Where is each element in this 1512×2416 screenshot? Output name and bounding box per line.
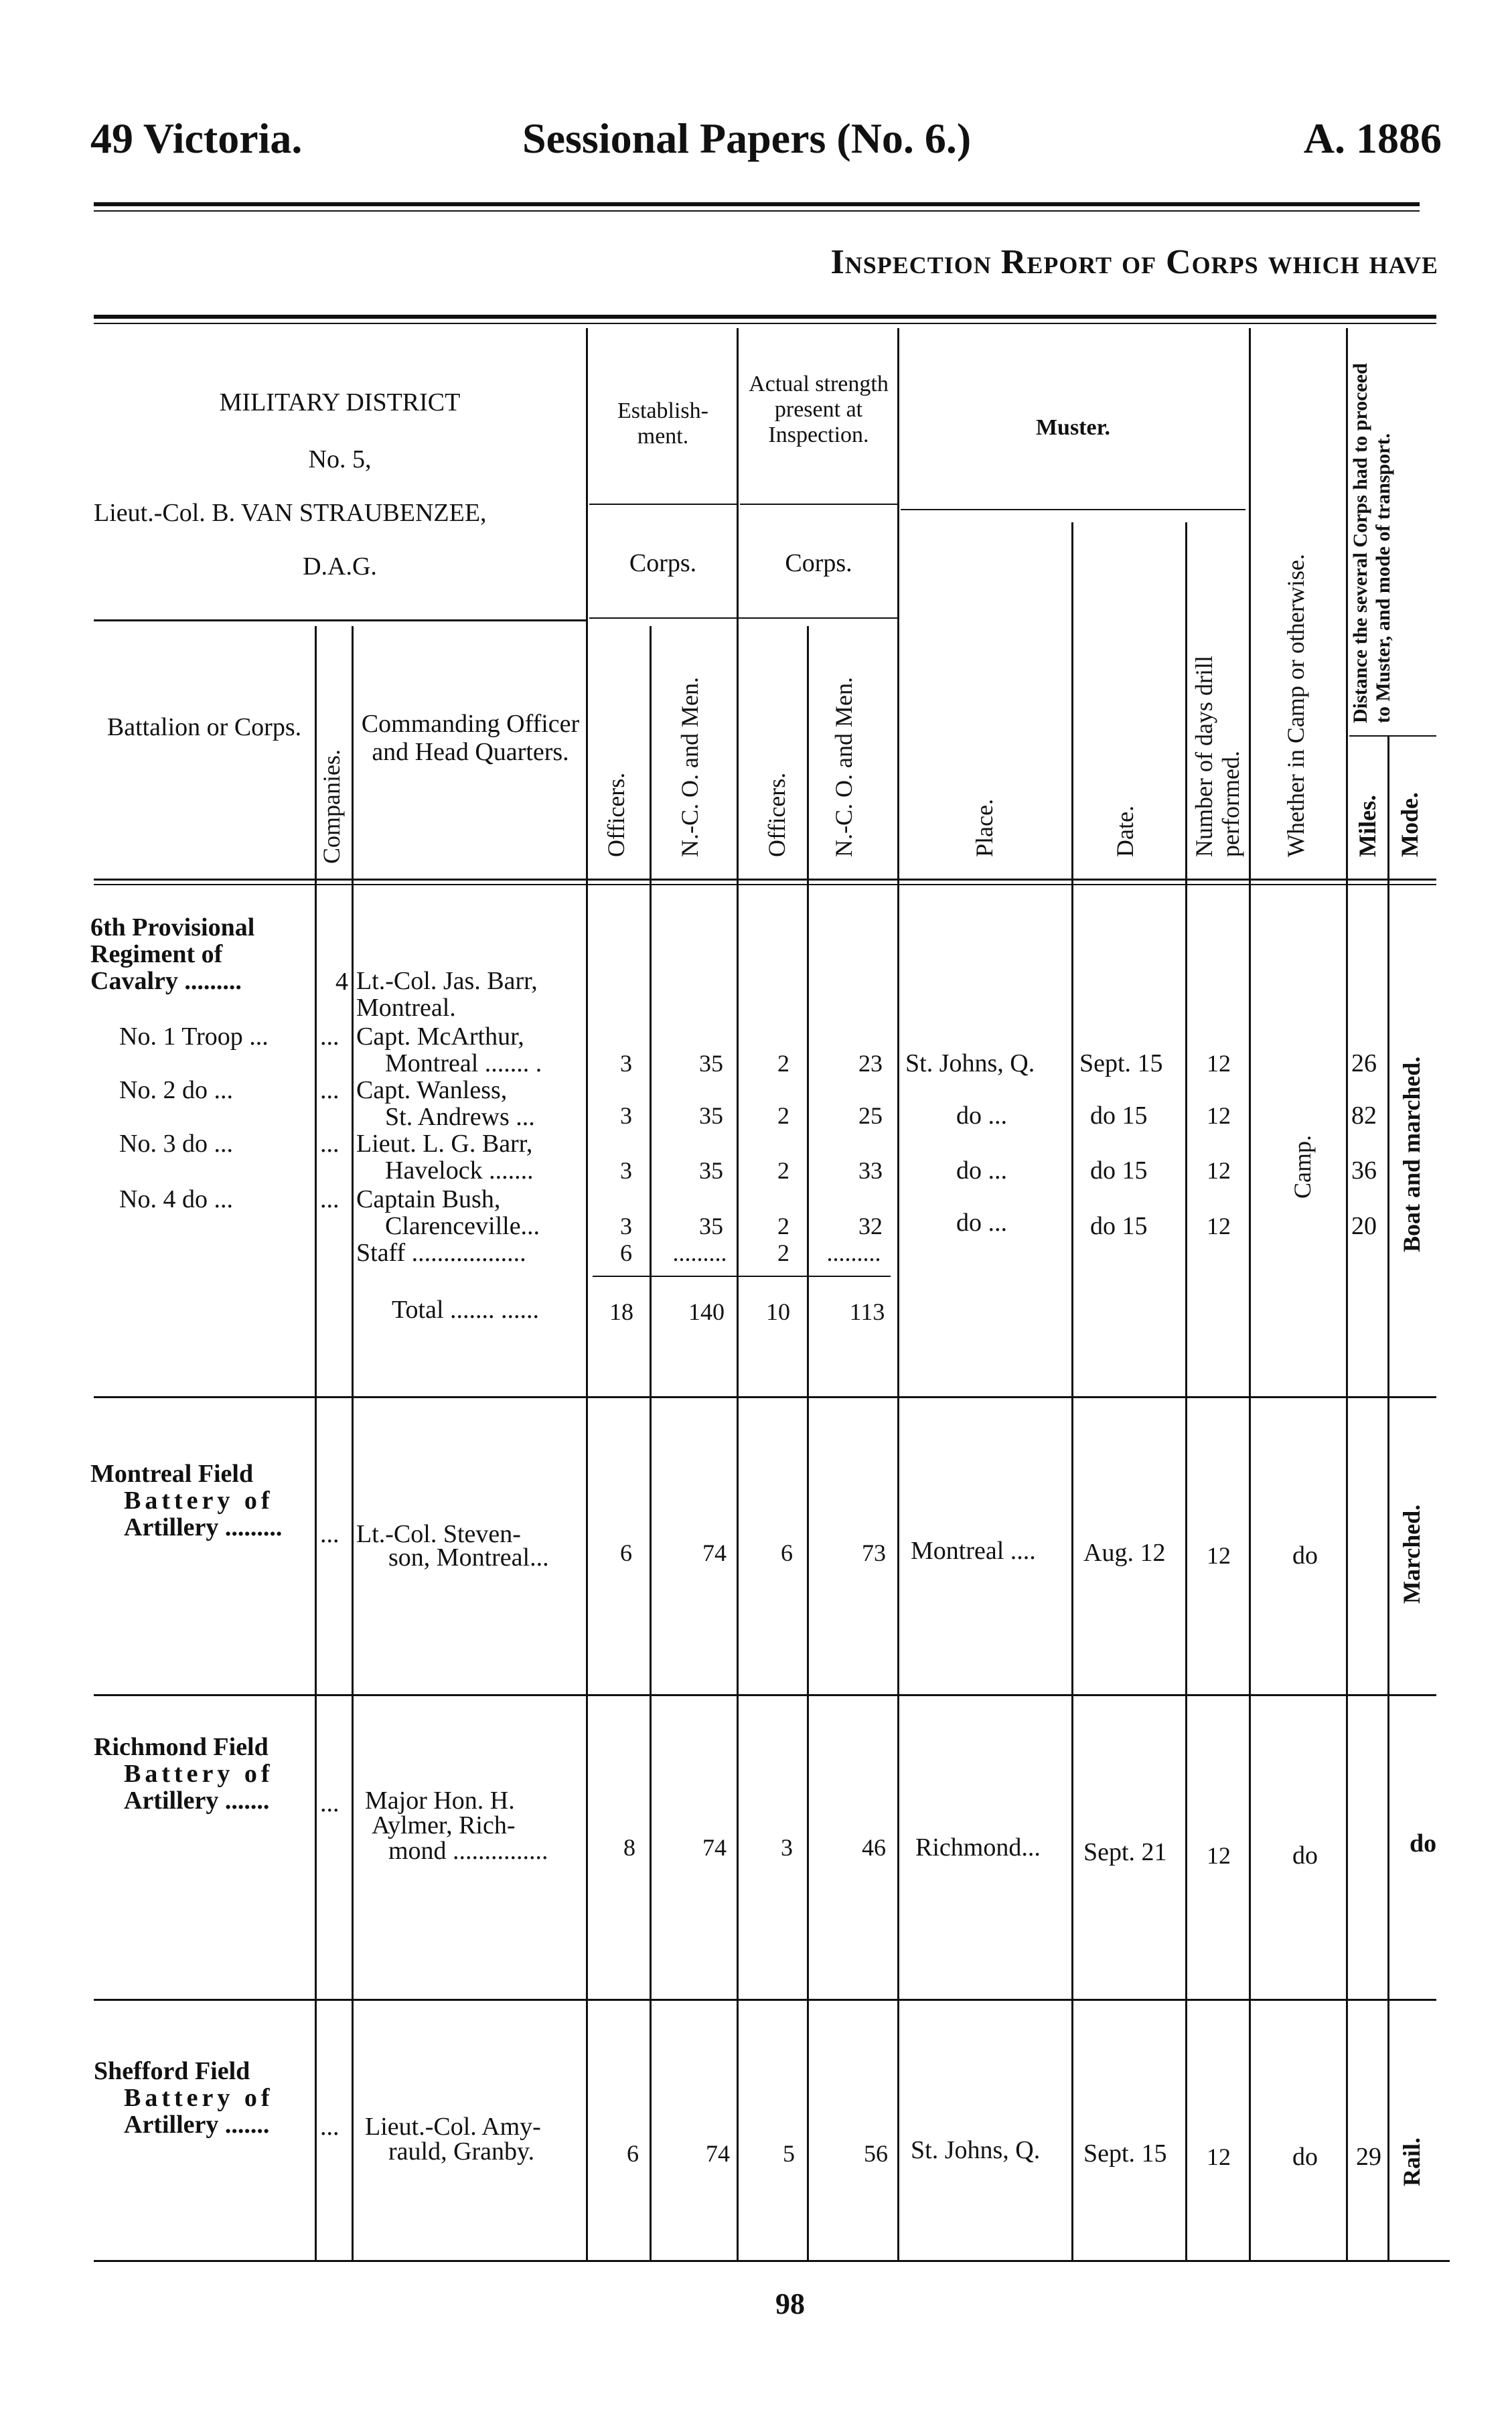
days-cell: 12: [1207, 1842, 1231, 1869]
est-men-cell: 74: [706, 2140, 730, 2167]
companies-cavalry: 4: [335, 968, 348, 996]
corps-name-richmond: Richmond Field: [94, 1733, 269, 1761]
header-center: Sessional Papers (No. 6.): [522, 115, 972, 162]
total-label: Total ....... ......: [392, 1296, 540, 1324]
place-cell: do ...: [956, 1156, 1007, 1185]
staff-label: Staff ..................: [356, 1239, 526, 1267]
commander-cell: Lt.-Col. Steven-: [356, 1520, 521, 1548]
act-men-cell: 33: [858, 1157, 883, 1184]
est-men-cell: 74: [702, 1834, 727, 1861]
col-place: Place.: [971, 799, 998, 857]
est-men-cell: 35: [699, 1157, 723, 1184]
col-camp: Whether in Camp or otherwise.: [1282, 554, 1309, 857]
col-actual-strength: Actual strength present at Inspection.: [749, 372, 889, 447]
est-officers-cell: 6: [620, 1239, 632, 1266]
header-rule: [94, 202, 1420, 206]
section-rule: [94, 1999, 1436, 2001]
corps-cell: No. 4 do ...: [119, 1185, 233, 1213]
act-officers-cell: 2: [777, 1050, 789, 1077]
col-rule: [352, 626, 354, 2260]
act-officers-cell: 5: [783, 2140, 795, 2167]
miles-cell: 82: [1351, 1102, 1377, 1130]
days-cell: 12: [1207, 1157, 1231, 1184]
act-officers-cell: 3: [781, 1834, 793, 1861]
est-men-cell: 35: [699, 1050, 723, 1077]
sub-rule: [589, 617, 897, 619]
est-men-cell: .........: [672, 1239, 727, 1266]
commander-cell: Captain Bush,: [356, 1185, 501, 1213]
corps-name-shefford-2: Battery of: [124, 2084, 274, 2112]
camp-cell: do: [1292, 2143, 1318, 2171]
camp-cell: do: [1292, 1841, 1318, 1870]
days-cell: 12: [1207, 1050, 1231, 1077]
col-mode: Mode.: [1396, 792, 1423, 857]
total-act-officers: 10: [766, 1298, 790, 1325]
sub-rule: [740, 504, 897, 505]
commander-cell: St. Andrews ...: [385, 1103, 535, 1131]
est-officers-cell: 8: [623, 1834, 635, 1861]
col-commanding: Commanding Officer and Head Quarters.: [361, 710, 580, 766]
commander-cavalry: Lt.-Col. Jas. Barr, Montreal.: [356, 967, 538, 1022]
report-title: Inspection Report of Corps which have: [830, 243, 1438, 281]
place-cell: Richmond...: [915, 1833, 1041, 1862]
col-rule: [1346, 328, 1348, 2260]
sub-rule: [901, 509, 1245, 510]
commander-cell: Montreal ....... .: [385, 1049, 542, 1077]
date-cell: do 15: [1090, 1156, 1148, 1185]
col-rule: [586, 328, 588, 2260]
section-rule: [94, 1694, 1436, 1696]
col-corps-actual: Corps.: [785, 549, 852, 577]
commander-cell: mond ...............: [388, 1837, 548, 1865]
col-days: Number of days drill performed.: [1191, 656, 1244, 857]
col-rule: [1249, 328, 1251, 2260]
est-officers-cell: 6: [627, 2140, 639, 2167]
act-officers-cell: 2: [777, 1157, 789, 1184]
corps-cell: No. 2 do ...: [119, 1076, 233, 1104]
sub-rule: [589, 504, 737, 505]
date-cell: do 15: [1090, 1212, 1148, 1240]
corps-name-shefford-3: Artillery .......: [124, 2111, 270, 2139]
companies-cell: ...: [320, 1789, 339, 1817]
camp-cell: do: [1292, 1541, 1318, 1570]
mode-cell: do: [1410, 1829, 1437, 1858]
act-officers-cell: 6: [781, 1539, 793, 1566]
mode-cavalry: Boat and marched.: [1398, 1056, 1425, 1252]
companies-cell: ...: [320, 1130, 339, 1158]
col-rule: [315, 626, 317, 2260]
col-men-est: N.-C. O. and Men.: [676, 677, 703, 857]
camp-cavalry: Camp.: [1289, 1135, 1316, 1199]
act-men-cell: 25: [858, 1102, 883, 1129]
corps-cell: No. 1 Troop ...: [119, 1023, 269, 1051]
corps-name-cavalry: 6th Provisional Regiment of Cavalry .........: [90, 913, 255, 995]
date-cell: Sept. 15: [1079, 1049, 1163, 1077]
corps-name-montreal: Montreal Field: [90, 1460, 254, 1488]
place-cell: St. Johns, Q.: [905, 1049, 1035, 1077]
col-distance: Distance the several Corps had to proceed to Muster, and mode of transport.: [1349, 363, 1394, 723]
section-rule: [94, 1396, 1436, 1398]
corps-cell: No. 3 do ...: [119, 1130, 233, 1158]
mode-cell: Marched.: [1398, 1504, 1425, 1604]
total-est-men: 140: [688, 1298, 725, 1325]
district-rule: [94, 619, 586, 621]
commander-cell: Lieut. L. G. Barr,: [356, 1130, 533, 1158]
corps-name-shefford: Shefford Field: [94, 2057, 250, 2085]
act-men-cell: 73: [862, 1539, 886, 1566]
col-muster: Muster.: [1035, 415, 1111, 440]
col-officers-actual: Officers.: [763, 772, 790, 857]
col-rule: [650, 626, 652, 2260]
act-men-cell: 56: [864, 2140, 888, 2167]
col-officers-est: Officers.: [603, 772, 629, 857]
mode-cell: Rail.: [1398, 2137, 1425, 2186]
companies-cell: ...: [320, 2113, 339, 2141]
miles-cell: 36: [1351, 1156, 1377, 1185]
col-men-actual: N.-C. O. and Men.: [830, 677, 857, 857]
corps-name-montreal-3: Artillery .........: [124, 1513, 283, 1541]
place-cell: St. Johns, Q.: [911, 2136, 1041, 2164]
companies-cell: ...: [320, 1023, 339, 1051]
col-rule: [807, 626, 809, 2260]
commander-cell: Clarenceville...: [385, 1212, 540, 1240]
place-cell: do ...: [956, 1102, 1007, 1130]
commander-cell: rauld, Granby.: [388, 2137, 535, 2166]
page-number: 98: [775, 2287, 805, 2320]
district-number: No. 5,: [308, 445, 372, 473]
header-rule-thin: [94, 210, 1420, 212]
date-cell: do 15: [1090, 1102, 1148, 1130]
commander-cell: Lieut.-Col. Amy-: [365, 2113, 541, 2141]
days-cell: 12: [1207, 2143, 1231, 2170]
col-establishment: Establish- ment.: [617, 398, 708, 449]
commander-cell: son, Montreal...: [388, 1543, 549, 1572]
total-act-men: 113: [849, 1298, 885, 1325]
est-officers-cell: 3: [620, 1050, 632, 1077]
total-est-officers: 18: [609, 1298, 633, 1325]
col-rule: [897, 328, 899, 2260]
district-officer: Lieut.-Col. B. VAN STRAUBENZEE,: [94, 499, 487, 527]
act-men-cell: 23: [858, 1050, 883, 1077]
table-top-rule: [94, 315, 1436, 319]
miles-cell: 26: [1351, 1049, 1377, 1077]
act-men-cell: 32: [858, 1213, 883, 1239]
commander-cell: Major Hon. H.: [365, 1787, 515, 1815]
commander-cell: Capt. Wanless,: [356, 1076, 508, 1104]
miles-cell: 20: [1351, 1212, 1377, 1240]
act-officers-cell: 2: [777, 1102, 789, 1129]
col-battalion: Battalion or Corps.: [106, 713, 302, 741]
date-cell: Aug. 12: [1083, 1539, 1166, 1567]
act-men-cell: 46: [862, 1834, 886, 1861]
miles-cell: 29: [1356, 2143, 1381, 2171]
corps-name-richmond-3: Artillery .......: [124, 1787, 270, 1815]
days-cell: 12: [1207, 1102, 1231, 1129]
est-officers-cell: 6: [620, 1539, 632, 1566]
companies-cell: ...: [320, 1185, 339, 1213]
district-rank: D.A.G.: [303, 552, 377, 581]
est-officers-cell: 3: [620, 1213, 632, 1239]
col-corps-est: Corps.: [629, 549, 697, 577]
act-men-cell: .........: [826, 1239, 881, 1266]
district-title: MILITARY DISTRICT: [219, 388, 461, 417]
est-officers-cell: 3: [620, 1157, 632, 1184]
sub-rule: [1349, 735, 1436, 737]
corps-name-montreal-2: Battery of: [124, 1487, 274, 1515]
est-men-cell: 35: [699, 1102, 723, 1129]
col-date: Date.: [1112, 806, 1138, 857]
total-rule: [593, 1276, 891, 1277]
col-companies: Companies.: [318, 749, 345, 864]
header-bottom-rule: [94, 879, 1436, 881]
date-cell: Sept. 21: [1083, 1838, 1167, 1866]
est-men-cell: 35: [699, 1213, 723, 1239]
table-top-rule-thin: [94, 323, 1436, 324]
days-cell: 12: [1207, 1213, 1231, 1239]
table-bottom-rule: [94, 2260, 1450, 2262]
header-bottom-rule-thin: [94, 884, 1436, 885]
date-cell: Sept. 15: [1083, 2139, 1167, 2168]
col-miles: Miles.: [1354, 795, 1381, 857]
commander-cell: Havelock .......: [385, 1156, 534, 1185]
est-officers-cell: 3: [620, 1102, 632, 1129]
place-cell: Montreal ....: [911, 1537, 1036, 1565]
col-rule: [1387, 737, 1389, 2260]
act-officers-cell: 2: [777, 1239, 789, 1266]
days-cell: 12: [1207, 1542, 1231, 1569]
companies-cell: ...: [320, 1076, 339, 1104]
header-right: A. 1886: [1303, 115, 1442, 162]
place-cell: do ...: [956, 1209, 1007, 1237]
act-officers-cell: 2: [777, 1213, 789, 1239]
companies-cell: ...: [320, 1520, 339, 1548]
commander-cell: Capt. McArthur,: [356, 1023, 524, 1051]
commander-cell: Aylmer, Rich-: [372, 1811, 516, 1839]
header-left: 49 Victoria.: [90, 115, 303, 162]
corps-name-richmond-2: Battery of: [124, 1760, 274, 1788]
est-men-cell: 74: [702, 1539, 727, 1566]
